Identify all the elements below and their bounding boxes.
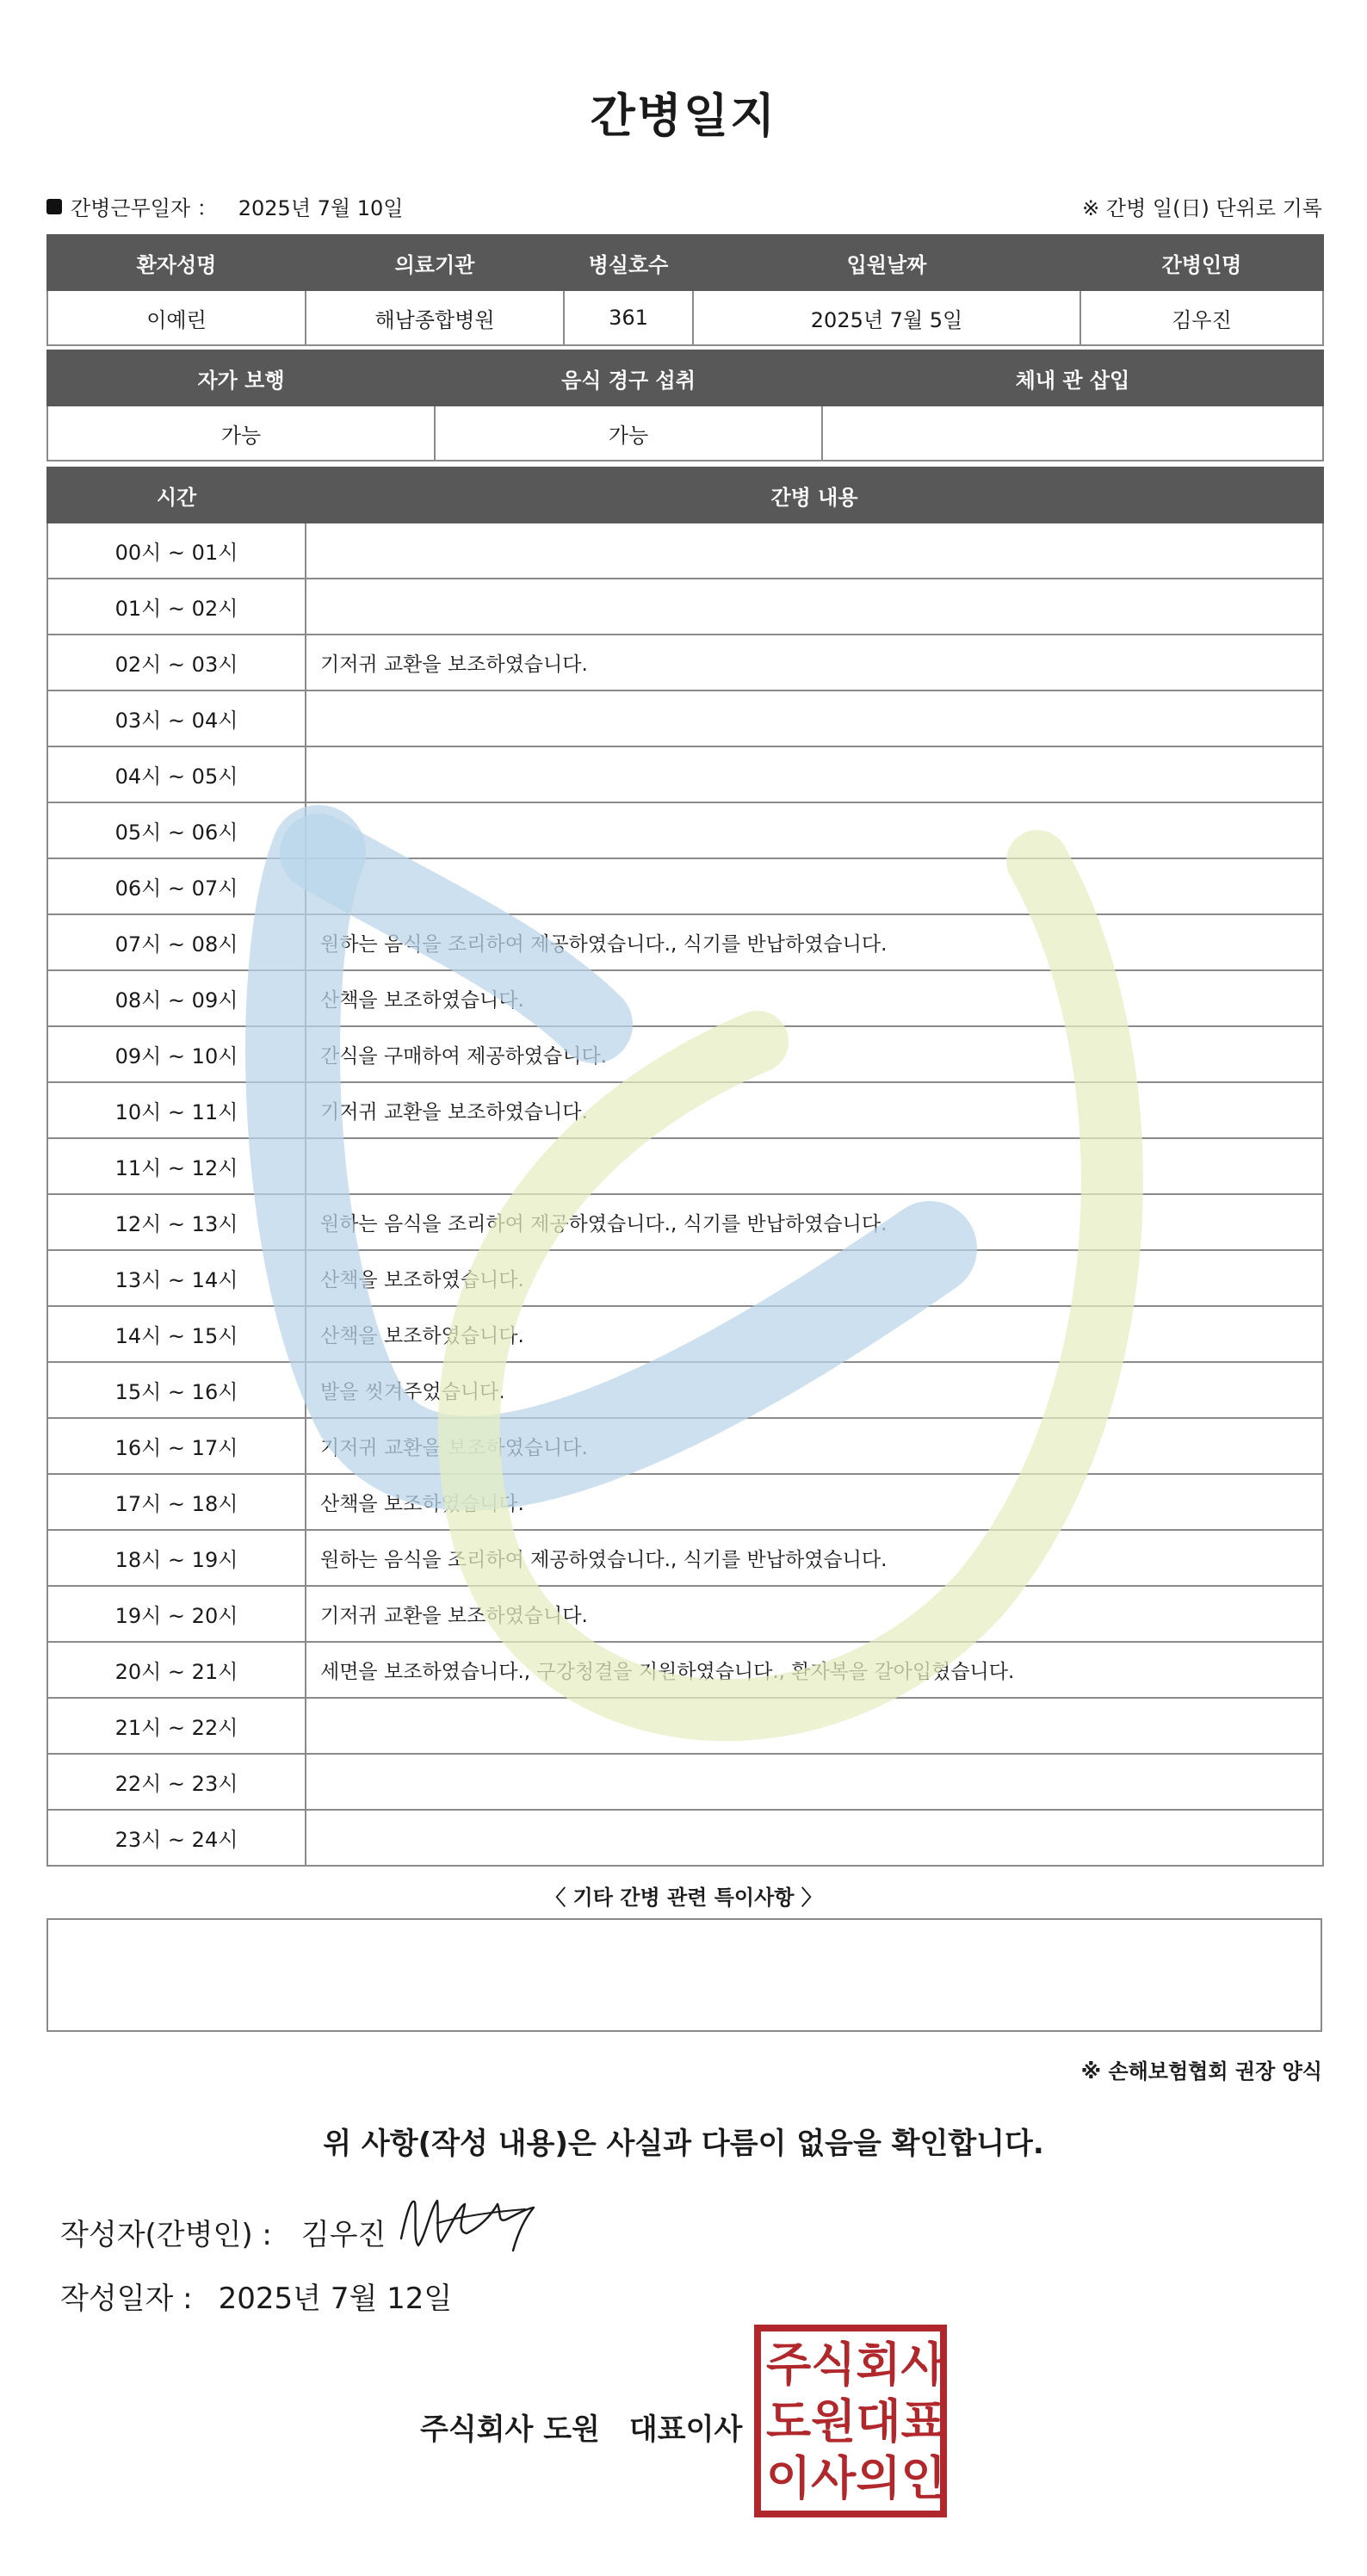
work-date-value: 2025년 7월 10일: [238, 196, 404, 220]
care-content: [306, 858, 1323, 914]
seal-character: 표: [900, 2394, 946, 2449]
work-date-row: [46, 191, 1322, 226]
hospital-name: 해남종합병원: [306, 290, 564, 345]
writer-line: [60, 2211, 386, 2253]
time-slot: 07시 ~ 08시: [47, 914, 306, 970]
time-slot: 19시 ~ 20시: [47, 1586, 306, 1642]
company-representative-title: 대표이사: [628, 2412, 743, 2447]
time-slot: 14시 ~ 15시: [47, 1306, 306, 1362]
seal-character: 식: [811, 2338, 857, 2392]
time-slot: 00시 ~ 01시: [47, 523, 306, 579]
header-patient-name: 환자성명: [47, 235, 306, 290]
header-self-walking: 자가 보행: [47, 350, 435, 406]
time-slot: 02시 ~ 03시: [47, 635, 306, 690]
remarks-box: [46, 1918, 1322, 2032]
table-row: [47, 1698, 1323, 1754]
oral-intake-value: 가능: [435, 406, 822, 461]
time-slot: 08시 ~ 09시: [47, 970, 306, 1026]
table-row: [47, 1194, 1323, 1250]
record-unit-note: ※ 간병 일(日) 단위로 기록: [1082, 196, 1322, 220]
confirmation-statement: 위 사항(작성 내용)은 사실과 다름이 없음을 확인합니다.: [323, 2127, 1044, 2161]
care-content: [306, 1698, 1323, 1754]
care-content: 기저귀 교환을 보조하였습니다.: [306, 1418, 1323, 1474]
table-row: [47, 1474, 1323, 1530]
care-content: 원하는 음식을 조리하여 제공하였습니다., 식기를 반납하였습니다.: [306, 1194, 1323, 1250]
square-bullet-icon: [46, 199, 62, 214]
seal-character: 사: [811, 2451, 857, 2505]
table-row: [47, 746, 1323, 802]
seal-character: 회: [856, 2338, 901, 2392]
table-row: [47, 914, 1323, 970]
seal-character: 사: [900, 2338, 946, 2392]
table-row: [47, 1418, 1323, 1474]
care-content: 산책을 보조하였습니다.: [306, 1474, 1323, 1530]
table-row: [47, 1138, 1323, 1194]
table-row: [47, 579, 1323, 635]
care-content: [306, 1138, 1323, 1194]
care-content: [306, 523, 1323, 579]
seal-character: 이: [766, 2451, 812, 2505]
time-slot: 16시 ~ 17시: [47, 1418, 306, 1474]
written-date-value: 2025년 7월 12일: [218, 2282, 453, 2316]
table-row: [47, 1642, 1323, 1698]
care-content: 기저귀 교환을 보조하였습니다.: [306, 1586, 1323, 1642]
care-content: [306, 1754, 1323, 1810]
work-date-label: 간병근무일자 ：: [71, 196, 218, 220]
seal-character: 의: [856, 2451, 901, 2505]
time-slot: 18시 ~ 19시: [47, 1530, 306, 1586]
header-oral-intake: 음식 경구 섭취: [435, 350, 822, 406]
time-slot: 09시 ~ 10시: [47, 1026, 306, 1082]
header-care-content: 간병 내용: [306, 468, 1323, 523]
seal-character: 원: [811, 2394, 857, 2449]
table-row: [47, 1362, 1323, 1418]
header-tube-insertion: 체내 관 삽입: [822, 350, 1323, 406]
table-row: [47, 1810, 1323, 1866]
care-content: 기저귀 교환을 보조하였습니다.: [306, 1082, 1323, 1138]
handwritten-signature: [396, 2189, 542, 2257]
time-slot: 04시 ~ 05시: [47, 746, 306, 802]
header-admission-date: 입원날짜: [693, 235, 1080, 290]
work-date: [46, 191, 403, 221]
care-content: 산책을 보조하였습니다.: [306, 970, 1323, 1026]
time-slot: 06시 ~ 07시: [47, 858, 306, 914]
care-content: [306, 802, 1323, 858]
time-slot: 12시 ~ 13시: [47, 1194, 306, 1250]
header-hospital: 의료기관: [306, 235, 564, 290]
time-slot: 11시 ~ 12시: [47, 1138, 306, 1194]
time-slot: 01시 ~ 02시: [47, 579, 306, 635]
table-row: [47, 970, 1323, 1026]
care-log-table: [46, 467, 1324, 1867]
table-row: [47, 1586, 1323, 1642]
writer-name: 김우진: [300, 2218, 387, 2252]
time-slot: 15시 ~ 16시: [47, 1362, 306, 1418]
caregiver-name: 김우진: [1080, 290, 1323, 345]
seal-character: 인: [900, 2451, 946, 2505]
company-name: 주식회사 도원: [420, 2412, 600, 2447]
care-content: 원하는 음식을 조리하여 제공하였습니다., 식기를 반납하였습니다.: [306, 914, 1323, 970]
care-content: [306, 746, 1323, 802]
header-room-number: 병실호수: [564, 235, 693, 290]
table-row: [47, 1250, 1323, 1306]
table-row: [47, 1306, 1323, 1362]
table-row: [47, 1026, 1323, 1082]
time-slot: 10시 ~ 11시: [47, 1082, 306, 1138]
time-slot: 17시 ~ 18시: [47, 1474, 306, 1530]
table-row: [47, 635, 1323, 690]
time-slot: 20시 ~ 21시: [47, 1642, 306, 1698]
care-content: 발을 씻겨주었습니다.: [306, 1362, 1323, 1418]
table-row: [47, 802, 1323, 858]
header-time: 시간: [47, 468, 306, 523]
care-content: 간식을 구매하여 제공하였습니다.: [306, 1026, 1323, 1082]
time-slot: 03시 ~ 04시: [47, 690, 306, 746]
time-slot: 13시 ~ 14시: [47, 1250, 306, 1306]
care-content: [306, 690, 1323, 746]
care-content: 세면을 보조하였습니다., 구강청결을 지원하였습니다., 환자복을 갈아입혔습니다.: [306, 1642, 1323, 1698]
company-seal-stamp: [754, 2325, 947, 2517]
writer-label: 작성자(간병인) :: [60, 2218, 272, 2252]
time-slot: 23시 ~ 24시: [47, 1810, 306, 1866]
patient-status-table: [46, 350, 1324, 461]
admission-date: 2025년 7월 5일: [693, 290, 1080, 345]
care-log-body: [47, 523, 1323, 1866]
care-content: 원하는 음식을 조리하여 제공하였습니다., 식기를 반납하였습니다.: [306, 1530, 1323, 1586]
patient-name: 이예린: [47, 290, 306, 345]
seal-character: 대: [856, 2394, 901, 2449]
time-slot: 22시 ~ 23시: [47, 1754, 306, 1810]
time-slot: 05시 ~ 06시: [47, 802, 306, 858]
table-row: [47, 1082, 1323, 1138]
header-caregiver-name: 간병인명: [1080, 235, 1323, 290]
seal-character: 주: [766, 2338, 812, 2392]
self-walking-value: 가능: [47, 406, 435, 461]
table-row: [47, 1530, 1323, 1586]
table-row: [47, 690, 1323, 746]
company-line: [420, 2406, 742, 2448]
recommended-form-note: ※ 손해보험협회 권장 양식: [1080, 2059, 1322, 2084]
written-date-label: 작성일자 :: [60, 2282, 193, 2316]
table-row: [47, 1754, 1323, 1810]
table-row: [47, 523, 1323, 579]
document-title: 간병일지: [590, 89, 777, 143]
care-content: [306, 579, 1323, 635]
room-number: 361: [564, 290, 693, 345]
written-date-line: [60, 2275, 452, 2317]
care-content: [306, 1810, 1323, 1866]
table-row: [47, 858, 1323, 914]
time-slot: 21시 ~ 22시: [47, 1698, 306, 1754]
care-content: 산책을 보조하였습니다.: [306, 1250, 1323, 1306]
care-content: 산책을 보조하였습니다.: [306, 1306, 1323, 1362]
remarks-title: 〈 기타 간병 관련 특이사항 〉: [545, 1886, 822, 1910]
seal-character: 도: [766, 2394, 812, 2449]
care-content: 기저귀 교환을 보조하였습니다.: [306, 635, 1323, 690]
patient-info-table: [46, 234, 1324, 346]
tube-insertion-value: [822, 406, 1323, 461]
